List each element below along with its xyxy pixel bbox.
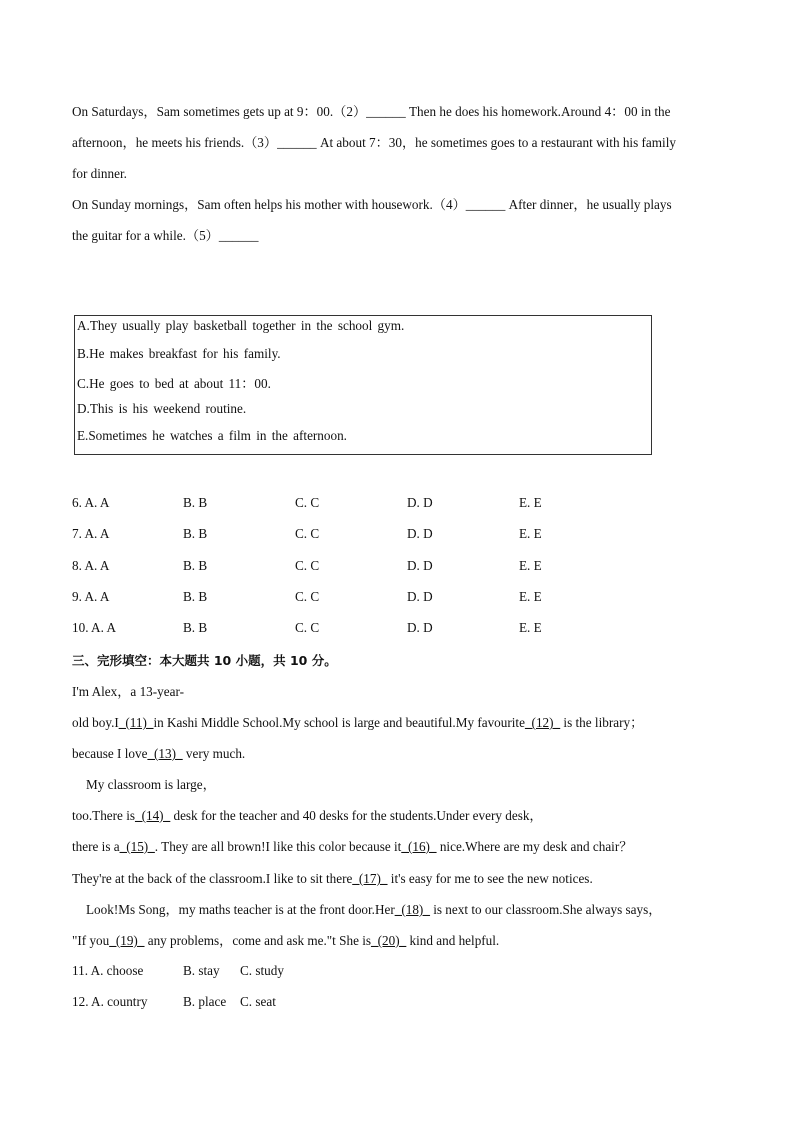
choice-e[interactable]: E. E: [519, 558, 542, 573]
passage-line-4: On Sunday mornings，Sam often helps his mother with housework.（4）______ After dinner，he usually plays: [72, 197, 672, 212]
option-d: D.This is his weekend routine.: [77, 401, 247, 416]
choice-e[interactable]: E. E: [519, 589, 542, 604]
answer-row-8: [72, 558, 672, 576]
choice-a[interactable]: 11. A. choose: [72, 963, 144, 978]
row-number: 10. A. A: [72, 620, 116, 635]
choice-b[interactable]: B. B: [183, 495, 208, 510]
question-12: [72, 994, 672, 1012]
choice-d[interactable]: D. D: [407, 495, 433, 510]
choice-d[interactable]: D. D: [407, 526, 433, 541]
choice-b[interactable]: B. B: [183, 558, 208, 573]
text: is the library；: [560, 715, 644, 730]
text: in Kashi Middle School.My school is large and beautiful.My favourite: [153, 715, 525, 730]
choice-b[interactable]: B. B: [183, 620, 208, 635]
cloze-line-1: I'm Alex，a 13-year-: [72, 684, 184, 699]
text: . They are all brown!I like this color because it: [154, 839, 402, 854]
blank-17[interactable]: _(17)_: [352, 871, 388, 886]
answer-row-9: [72, 589, 672, 607]
choice-b[interactable]: B. place: [183, 994, 227, 1009]
text: They're at the back of the classroom.I like to sit there: [72, 871, 353, 886]
cloze-line-7: [72, 870, 593, 888]
blank-15[interactable]: _(15)_: [119, 839, 155, 854]
passage-line-5: the guitar for a while.（5）______: [72, 228, 259, 243]
section-heading: 三、完形填空：本大题共 10 小题，共 10 分。: [72, 653, 337, 668]
option-e: E.Sometimes he watches a film in the afternoon.: [77, 428, 347, 443]
text: it's easy for me to see the new notices.: [387, 871, 593, 886]
blank-19[interactable]: _(19)_: [109, 933, 145, 948]
choice-c[interactable]: C. study: [240, 963, 284, 978]
cloze-line-8: [86, 901, 661, 919]
text: because I love: [72, 746, 148, 761]
row-number: 6. A. A: [72, 495, 110, 510]
cloze-line-5: [72, 807, 543, 825]
choice-d[interactable]: D. D: [407, 589, 433, 604]
passage-line-3: for dinner.: [72, 166, 127, 181]
passage-line-1: On Saturdays，Sam sometimes gets up at 9：00.（2）______ Then he does his homework.Around 4：00 in the: [72, 104, 671, 119]
choice-b[interactable]: B. B: [183, 526, 208, 541]
option-a: A.They usually play basketball together in the school gym.: [77, 318, 405, 333]
text: very much.: [182, 746, 246, 761]
choice-b[interactable]: B. B: [183, 589, 208, 604]
text: there is a: [72, 839, 120, 854]
text: nice.Where are my desk and chair？: [436, 839, 633, 854]
row-number: 7. A. A: [72, 526, 110, 541]
text: old boy.I: [72, 715, 119, 730]
blank-20[interactable]: _(20)_: [371, 933, 407, 948]
text: kind and helpful.: [406, 933, 500, 948]
choice-c[interactable]: C. seat: [240, 994, 276, 1009]
cloze-line-2: [72, 714, 643, 732]
answer-row-6: [72, 495, 672, 513]
passage-line-2: afternoon，he meets his friends.（3）______ At about 7：30，he sometimes goes to a restaurant with his family: [72, 135, 676, 150]
choice-c[interactable]: C. C: [295, 620, 320, 635]
text: is next to our classroom.She always says，: [429, 902, 662, 917]
cloze-line-6: [72, 838, 632, 856]
text: any problems，come and ask me."t She is: [144, 933, 372, 948]
choice-c[interactable]: C. C: [295, 495, 320, 510]
text: too.There is: [72, 808, 135, 823]
cloze-line-4: My classroom is large，: [86, 777, 216, 792]
answer-row-10: [72, 620, 672, 638]
choice-c[interactable]: C. C: [295, 589, 320, 604]
text: desk for the teacher and 40 desks for the students.Under every desk，: [170, 808, 543, 823]
choice-e[interactable]: E. E: [519, 620, 542, 635]
blank-12[interactable]: _(12)_: [524, 715, 561, 730]
question-11: [72, 963, 672, 981]
row-number: 8. A. A: [72, 558, 110, 573]
text: "If you: [72, 933, 110, 948]
options-box: [74, 315, 652, 455]
choice-e[interactable]: E. E: [519, 526, 542, 541]
cloze-line-9: [72, 932, 499, 950]
blank-14[interactable]: _(14)_: [135, 808, 171, 823]
blank-11[interactable]: _(11)_: [118, 715, 154, 730]
choice-a[interactable]: 12. A. country: [72, 994, 148, 1009]
choice-c[interactable]: C. C: [295, 526, 320, 541]
choice-d[interactable]: D. D: [407, 620, 433, 635]
blank-13[interactable]: _(13)_: [147, 746, 183, 761]
option-b: B.He makes breakfast for his family.: [77, 346, 281, 361]
choice-d[interactable]: D. D: [407, 558, 433, 573]
answer-row-7: [72, 526, 672, 544]
option-c: C.He goes to bed at about 11：00.: [77, 376, 271, 391]
choice-e[interactable]: E. E: [519, 495, 542, 510]
blank-16[interactable]: _(16)_: [401, 839, 437, 854]
row-number: 9. A. A: [72, 589, 110, 604]
cloze-line-3: [72, 745, 245, 763]
choice-b[interactable]: B. stay: [183, 963, 220, 978]
text: Look!Ms Song，my maths teacher is at the front door.Her: [86, 902, 395, 917]
choice-c[interactable]: C. C: [295, 558, 320, 573]
blank-18[interactable]: _(18)_: [394, 902, 430, 917]
